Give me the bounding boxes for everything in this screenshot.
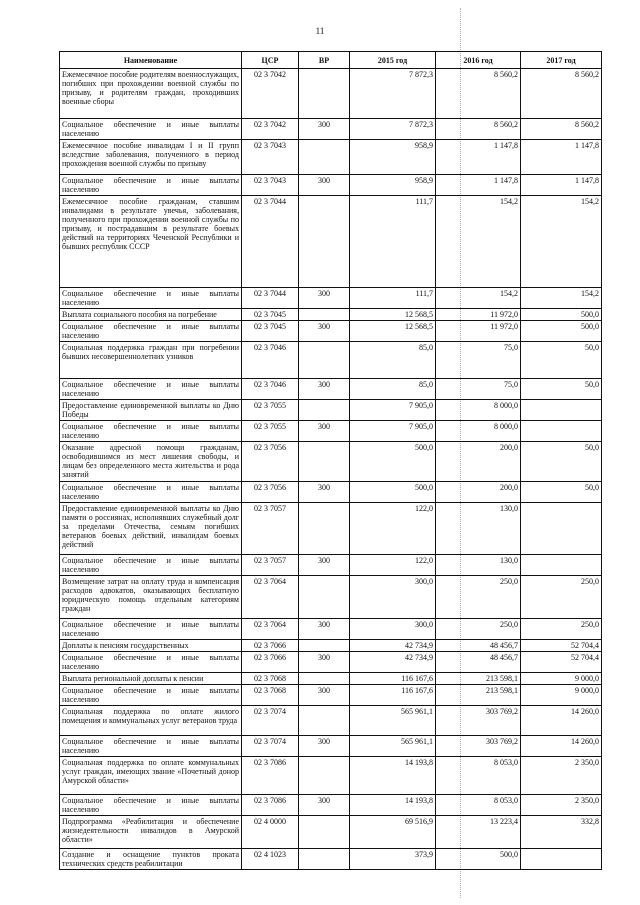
row-value-2015: 116 167,6 [350, 673, 436, 685]
row-csr: 02 3 7068 [242, 673, 299, 685]
row-value-2017: 250,0 [521, 576, 602, 619]
row-csr: 02 3 7046 [242, 379, 299, 400]
row-value-2016: 154,2 [436, 288, 521, 309]
row-value-2015: 500,0 [350, 442, 436, 482]
row-value-2017: 50,0 [521, 442, 602, 482]
table-row [60, 342, 602, 379]
row-value-2015: 85,0 [350, 342, 436, 379]
row-value-2016: 200,0 [436, 482, 521, 503]
table-row [60, 673, 602, 685]
row-value-2017: 154,2 [521, 288, 602, 309]
row-vr: 300 [299, 555, 350, 576]
row-value-2015: 958,9 [350, 140, 436, 175]
row-value-2016: 1 147,8 [436, 175, 521, 196]
table-row [60, 757, 602, 795]
row-value-2017: 500,0 [521, 321, 602, 342]
row-name: Социальное обеспечение и иные выплаты населению [60, 482, 242, 503]
row-csr: 02 3 7074 [242, 736, 299, 757]
row-value-2017: 50,0 [521, 379, 602, 400]
row-value-2016: 11 972,0 [436, 321, 521, 342]
row-vr: 300 [299, 421, 350, 442]
row-value-2016: 130,0 [436, 503, 521, 555]
row-value-2017 [521, 400, 602, 421]
row-vr: 300 [299, 288, 350, 309]
row-value-2017: 52 704,4 [521, 652, 602, 673]
row-value-2015: 14 193,8 [350, 757, 436, 795]
row-value-2015: 116 167,6 [350, 685, 436, 706]
row-csr: 02 4 0000 [242, 816, 299, 849]
row-name: Оказание адресной помощи гражданам, освободившимся из мест лишения свободы, и лицам без определенного места жительства и рода занятий [60, 442, 242, 482]
row-csr: 02 3 7064 [242, 576, 299, 619]
row-value-2017: 8 560,2 [521, 69, 602, 119]
row-value-2016: 8 560,2 [436, 69, 521, 119]
row-name: Предоставление единовременной выплаты ко Дню Победы [60, 400, 242, 421]
row-name: Социальное обеспечение и иные выплаты населению [60, 736, 242, 757]
row-value-2015: 122,0 [350, 503, 436, 555]
row-csr: 02 3 7068 [242, 685, 299, 706]
row-csr: 02 3 7056 [242, 442, 299, 482]
row-csr: 02 3 7055 [242, 421, 299, 442]
row-value-2017: 9 000,0 [521, 685, 602, 706]
row-name: Социальное обеспечение и иные выплаты населению [60, 652, 242, 673]
row-name: Социальное обеспечение и иные выплаты населению [60, 795, 242, 816]
row-name: Социальное обеспечение и иные выплаты населению [60, 619, 242, 640]
row-value-2017: 52 704,4 [521, 640, 602, 652]
row-vr [299, 309, 350, 321]
table-row [60, 69, 602, 119]
row-value-2016: 48 456,7 [436, 640, 521, 652]
table-row [60, 119, 602, 140]
row-vr [299, 706, 350, 736]
row-value-2017: 8 560,2 [521, 119, 602, 140]
row-csr: 02 3 7066 [242, 640, 299, 652]
row-value-2015: 373,9 [350, 849, 436, 870]
row-vr [299, 673, 350, 685]
row-value-2016: 200,0 [436, 442, 521, 482]
row-value-2015: 69 516,9 [350, 816, 436, 849]
row-csr: 02 3 7042 [242, 69, 299, 119]
budget-table [59, 51, 602, 870]
row-vr: 300 [299, 175, 350, 196]
row-csr: 02 4 1023 [242, 849, 299, 870]
row-value-2017: 250,0 [521, 619, 602, 640]
row-value-2016: 8 560,2 [436, 119, 521, 140]
row-value-2016: 48 456,7 [436, 652, 521, 673]
row-name: Социальная поддержка по оплате коммунальных услуг граждан, имеющих звание «Почетный донор Амурской области» [60, 757, 242, 795]
table-row [60, 309, 602, 321]
table-row [60, 816, 602, 849]
row-vr [299, 140, 350, 175]
row-value-2015: 7 872,3 [350, 69, 436, 119]
row-vr [299, 757, 350, 795]
row-value-2016: 75,0 [436, 342, 521, 379]
row-vr [299, 503, 350, 555]
row-csr: 02 3 7044 [242, 288, 299, 309]
row-value-2017 [521, 849, 602, 870]
row-name: Предоставление единовременной выплаты ко Дню памяти о россиянах, исполнявших служебный долг за пределами Отечества, семьям погибших ветеранов боевых действий, инвалидам боевых действий [60, 503, 242, 555]
table-row [60, 619, 602, 640]
table-row [60, 482, 602, 503]
row-value-2017 [521, 421, 602, 442]
table-row [60, 196, 602, 288]
row-csr: 02 3 7045 [242, 309, 299, 321]
row-value-2015: 7 872,3 [350, 119, 436, 140]
page-number: 11 [315, 26, 325, 36]
row-value-2016: 303 769,2 [436, 706, 521, 736]
header-vr: ВР [299, 52, 350, 69]
row-value-2017: 14 260,0 [521, 736, 602, 757]
row-vr: 300 [299, 652, 350, 673]
row-value-2017 [521, 555, 602, 576]
table-row [60, 503, 602, 555]
row-csr: 02 3 7066 [242, 652, 299, 673]
header-name: Наименование [60, 52, 242, 69]
row-value-2016: 500,0 [436, 849, 521, 870]
header-csr: ЦСР [242, 52, 299, 69]
row-value-2016: 11 972,0 [436, 309, 521, 321]
row-name: Выплата социального пособия на погребение [60, 309, 242, 321]
row-value-2015: 300,0 [350, 619, 436, 640]
table-row [60, 400, 602, 421]
row-value-2017: 500,0 [521, 309, 602, 321]
header-2016: 2016 год [436, 52, 521, 69]
row-value-2015: 12 568,5 [350, 309, 436, 321]
row-value-2015: 111,7 [350, 196, 436, 288]
row-csr: 02 3 7044 [242, 196, 299, 288]
row-name: Подпрограмма «Реабилитация и обеспечение жизнедеятельности инвалидов в Амурской области» [60, 816, 242, 849]
row-name: Социальное обеспечение и иные выплаты населению [60, 321, 242, 342]
row-value-2016: 250,0 [436, 576, 521, 619]
row-vr: 300 [299, 619, 350, 640]
row-value-2017: 1 147,8 [521, 175, 602, 196]
row-value-2015: 14 193,8 [350, 795, 436, 816]
header-2015: 2015 год [350, 52, 436, 69]
row-vr: 300 [299, 795, 350, 816]
table-row [60, 849, 602, 870]
table-row [60, 421, 602, 442]
row-csr: 02 3 7086 [242, 795, 299, 816]
row-value-2015: 122,0 [350, 555, 436, 576]
row-vr [299, 196, 350, 288]
row-name: Социальное обеспечение и иные выплаты населению [60, 685, 242, 706]
row-vr [299, 442, 350, 482]
row-vr: 300 [299, 321, 350, 342]
row-name: Создание и оснащение пунктов проката технических средств реабилитации [60, 849, 242, 870]
row-csr: 02 3 7057 [242, 555, 299, 576]
row-csr: 02 3 7055 [242, 400, 299, 421]
row-csr: 02 3 7074 [242, 706, 299, 736]
row-value-2016: 250,0 [436, 619, 521, 640]
row-value-2017 [521, 503, 602, 555]
row-vr [299, 69, 350, 119]
row-value-2017: 332,8 [521, 816, 602, 849]
row-csr: 02 3 7043 [242, 175, 299, 196]
row-name: Возмещение затрат на оплату труда и компенсация расходов адвокатов, оказывающих бесплатную юридическую помощь отдельным категориям граждан [60, 576, 242, 619]
header-2017: 2017 год [521, 52, 602, 69]
row-value-2015: 7 905,0 [350, 421, 436, 442]
table-row [60, 685, 602, 706]
table-row [60, 576, 602, 619]
row-name: Социальная поддержка по оплате жилого помещения и коммунальных услуг ветеранов труда [60, 706, 242, 736]
row-name: Ежемесячное пособие родителям военнослужащих, погибших при прохождении военной службы по призыву, и родителям граждан, проходивших военные сборы [60, 69, 242, 119]
row-value-2017: 154,2 [521, 196, 602, 288]
row-vr: 300 [299, 379, 350, 400]
row-name: Социальная поддержка граждан при погребении бывших несовершеннолетних узников [60, 342, 242, 379]
row-name: Социальное обеспечение и иные выплаты населению [60, 119, 242, 140]
row-value-2015: 500,0 [350, 482, 436, 503]
row-csr: 02 3 7042 [242, 119, 299, 140]
row-name: Ежемесячное пособие инвалидам I и II групп вследствие заболевания, полученного в период прохождения военной службы по призыву [60, 140, 242, 175]
row-value-2016: 8 000,0 [436, 421, 521, 442]
row-value-2015: 7 905,0 [350, 400, 436, 421]
row-vr [299, 640, 350, 652]
table-row [60, 288, 602, 309]
row-value-2016: 8 000,0 [436, 400, 521, 421]
row-csr: 02 3 7056 [242, 482, 299, 503]
row-value-2015: 42 734,9 [350, 652, 436, 673]
row-name: Социальное обеспечение и иные выплаты населению [60, 175, 242, 196]
row-value-2017: 2 350,0 [521, 795, 602, 816]
row-csr: 02 3 7045 [242, 321, 299, 342]
row-value-2015: 111,7 [350, 288, 436, 309]
table-row [60, 706, 602, 736]
row-value-2016: 303 769,2 [436, 736, 521, 757]
row-name: Социальное обеспечение и иные выплаты населению [60, 288, 242, 309]
row-vr [299, 400, 350, 421]
table-row [60, 640, 602, 652]
row-value-2015: 300,0 [350, 576, 436, 619]
row-value-2015: 85,0 [350, 379, 436, 400]
row-csr: 02 3 7064 [242, 619, 299, 640]
row-csr: 02 3 7046 [242, 342, 299, 379]
table-row [60, 140, 602, 175]
row-csr: 02 3 7043 [242, 140, 299, 175]
row-value-2015: 565 961,1 [350, 706, 436, 736]
row-value-2015: 565 961,1 [350, 736, 436, 757]
row-vr: 300 [299, 119, 350, 140]
table-row [60, 321, 602, 342]
row-value-2016: 213 598,1 [436, 685, 521, 706]
row-name: Ежемесячное пособие гражданам, ставшим инвалидами в результате увечья, заболевания, полученного при прохождении военной службы по призыву, и пострадавшим в результате боевых действий на территориях Чеченской Республики и бывших республик СССР [60, 196, 242, 288]
table-body [60, 69, 602, 870]
row-value-2017: 2 350,0 [521, 757, 602, 795]
row-name: Социальное обеспечение и иные выплаты населению [60, 421, 242, 442]
row-value-2016: 154,2 [436, 196, 521, 288]
row-vr: 300 [299, 685, 350, 706]
row-value-2016: 1 147,8 [436, 140, 521, 175]
row-value-2016: 130,0 [436, 555, 521, 576]
table-row [60, 736, 602, 757]
row-value-2016: 75,0 [436, 379, 521, 400]
row-name: Социальное обеспечение и иные выплаты населению [60, 555, 242, 576]
table-row [60, 795, 602, 816]
row-csr: 02 3 7057 [242, 503, 299, 555]
row-vr: 300 [299, 482, 350, 503]
row-vr [299, 849, 350, 870]
table-row [60, 555, 602, 576]
table-row [60, 442, 602, 482]
row-value-2016: 213 598,1 [436, 673, 521, 685]
row-value-2017: 50,0 [521, 342, 602, 379]
row-value-2015: 42 734,9 [350, 640, 436, 652]
row-vr [299, 576, 350, 619]
row-value-2016: 13 223,4 [436, 816, 521, 849]
table-row [60, 652, 602, 673]
table-header-row [60, 52, 602, 69]
table-row [60, 379, 602, 400]
row-name: Доплаты к пенсиям государственных [60, 640, 242, 652]
row-vr [299, 342, 350, 379]
row-name: Социальное обеспечение и иные выплаты населению [60, 379, 242, 400]
row-value-2015: 12 568,5 [350, 321, 436, 342]
row-name: Выплата региональной доплаты к пенсии [60, 673, 242, 685]
row-value-2017: 1 147,8 [521, 140, 602, 175]
table-row [60, 175, 602, 196]
row-value-2016: 8 053,0 [436, 757, 521, 795]
row-vr: 300 [299, 736, 350, 757]
row-value-2017: 9 000,0 [521, 673, 602, 685]
row-value-2017: 14 260,0 [521, 706, 602, 736]
row-value-2015: 958,9 [350, 175, 436, 196]
row-value-2017: 50,0 [521, 482, 602, 503]
row-vr [299, 816, 350, 849]
row-csr: 02 3 7086 [242, 757, 299, 795]
row-value-2016: 8 053,0 [436, 795, 521, 816]
